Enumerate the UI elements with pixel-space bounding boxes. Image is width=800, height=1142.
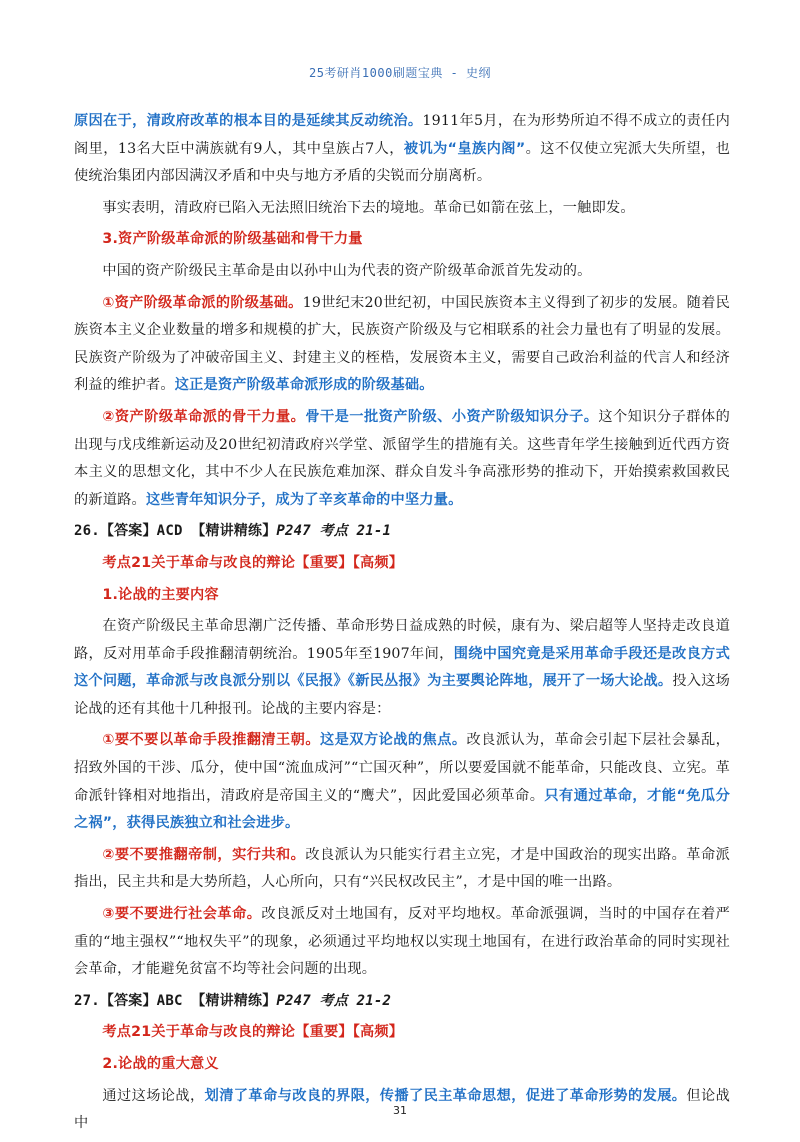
- paragraph: 中国的资产阶级民主革命是由以孙中山为代表的资产阶级革命派首先发动的。: [102, 262, 592, 279]
- highlight-blue: 围绕中国究竟是采用革命手段还是改良方式这个问题，革命派与改良派分别以《民报》《新民丛报》为主要舆论阵地，展开了一场大论战。: [74, 645, 730, 690]
- body-text: 但论战中: [74, 1087, 730, 1132]
- page-header: 25考研肖1000刷题宝典 - 史纲: [308, 66, 492, 80]
- highlight-blue: 划清了革命与改良的界限，传播了民主革命思想，促进了革命形势的发展。: [204, 1087, 687, 1104]
- topic-heading: 考点21关于革命与改良的辩论【重要】【高频】: [102, 1024, 404, 1041]
- answer-line: [74, 518, 730, 546]
- paragraph: [74, 613, 730, 723]
- paragraph: [74, 108, 730, 191]
- point-heading: ②要不要推翻帝制，实行共和。: [102, 846, 306, 863]
- point-heading: ①要不要以革命手段推翻清王朝。: [102, 732, 320, 749]
- subsection-heading: 2.论战的重大意义: [102, 1056, 219, 1072]
- highlight-blue: 只有通过革命，才能“免瓜分之祸”，获得民族独立和社会进步。: [74, 787, 730, 832]
- body-text: 1911年5月，在为形势所迫不得不成立的责任内阁里，13名大臣中满族就有9人，其中皇族占7人，: [74, 113, 730, 157]
- paragraph: [74, 901, 730, 984]
- section-heading: 3.资产阶级革命派的阶级基础和骨干力量: [102, 231, 363, 248]
- topic-heading: 考点21关于革命与改良的辩论【重要】【高频】: [102, 554, 404, 571]
- page-number: 31: [393, 1104, 407, 1117]
- highlight-blue: 这是双方论战的焦点。: [320, 732, 467, 749]
- point-heading: ①资产阶级革命派的阶级基础。: [102, 294, 303, 311]
- paragraph: [74, 290, 730, 400]
- body-text: 。这不仅使立宪派大失所望，也使统治集团内部因满汉矛盾和中央与地方矛盾的尖锐而分崩离析。: [74, 140, 730, 185]
- body-text: 这个知识分子群体的出现与戊戌维新运动及20世纪初清政府兴学堂、派留学生的措施有关。这些青年学生接触到近代西方资本主义的思想文化，其中不少人在民族危难加深、群众自发斗争高涨形势的推动下，开始摸索救国救民的新道路。: [74, 408, 730, 508]
- paragraph: [74, 727, 730, 837]
- body-text: 改良派认为只能实行君主立宪，才是中国政治的现实出路。革命派指出，民主共和是大势所趋，人心所向，只有“兴民权改民主”，才是中国的唯一出路。: [74, 846, 730, 891]
- answer-label: 26.【答案】ACD 【精讲精练】: [74, 523, 277, 540]
- highlight-blue: 这正是资产阶级革命派形成的阶级基础。: [174, 377, 434, 394]
- body-text: 投入这场论战的还有其他十几种报刊。论战的主要内容是：: [74, 673, 730, 717]
- body-text: 改良派认为，革命会引起下层社会暴乱，招致外国的干涉、瓜分，使中国“流血成河”“亡国灭种”，所以要爱国就不能革命，只能改良、立宪。革命派针锋相对地指出，清政府是帝国主义的“鹰犬”，因此爱国必须革命。: [74, 732, 730, 804]
- highlight-blue: 骨干是一批资产阶级、小资产阶级知识分子。: [305, 408, 599, 425]
- point-heading: ②资产阶级革命派的骨干力量。: [102, 408, 306, 425]
- body-text: 19世纪末20世纪初，中国民族资本主义得到了初步的发展。随着民族资本主义企业数量的增多和规模的扩大，民族资产阶级及与它相联系的社会力量也有了明显的发展。民族资产阶级为了冲破帝国主义、封建主义的桎梏，发展资本主义，需要自己政治利益的代言人和经济利益的维护者。: [74, 294, 730, 394]
- paragraph: 事实表明，清政府已陷入无法照旧统治下去的境地。革命已如箭在弦上，一触即发。: [102, 199, 635, 216]
- document-body: [74, 108, 730, 1142]
- body-text: 通过这场论战，: [102, 1087, 205, 1104]
- paragraph: [74, 842, 730, 897]
- highlight-blue: 这些青年知识分子，成为了辛亥革命的中坚力量。: [145, 491, 463, 508]
- paragraph: [74, 404, 730, 514]
- answer-line: [74, 988, 730, 1016]
- body-text: 在资产阶级民主革命思潮广泛传播、革命形势日益成熟的时候，康有为、梁启超等人坚持走改良道路，反对用革命手段推翻清朝统治。1905年至1907年间，: [74, 618, 730, 662]
- answer-reference: P247 考点 21-1: [276, 523, 392, 540]
- answer-label: 27.【答案】ABC 【精讲精练】: [74, 992, 277, 1009]
- highlight-blue: 被讥为“皇族内阁”: [403, 140, 526, 157]
- highlight-blue: 原因在于，清政府改革的根本目的是延续其反动统治。: [74, 113, 423, 129]
- point-heading: ③要不要进行社会革命。: [102, 906, 262, 923]
- answer-reference: P247 考点 21-2: [276, 992, 392, 1009]
- body-text: 改良派反对土地国有，反对平均地权。革命派强调，当时的中国存在着严重的“地主强权”“地权失平”的现象，必须通过平均地权以实现土地国有，在进行政治革命的同时实现社会革命，才能避免贫富不均等社会问题的出现。: [74, 906, 730, 978]
- subsection-heading: 1.论战的主要内容: [102, 586, 219, 603]
